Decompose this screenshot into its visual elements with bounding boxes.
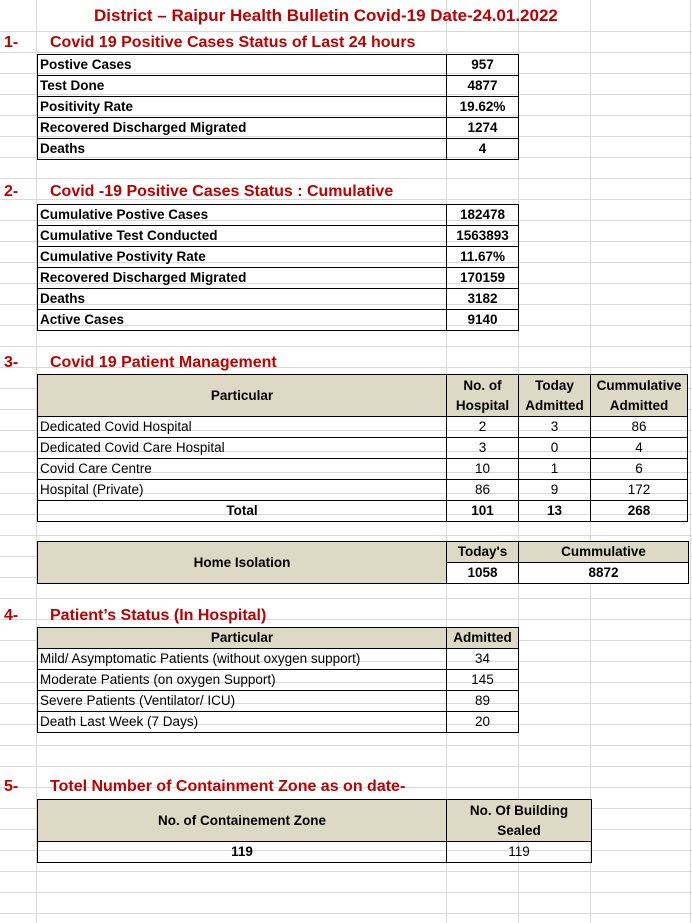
row-today: 1 (519, 459, 591, 480)
row-value: 957 (447, 55, 519, 76)
header-containment-zones: No. of Containement Zone (38, 800, 447, 842)
table-header-row (38, 628, 519, 649)
containment-zones-value: 119 (38, 842, 447, 863)
row-cumm: 86 (591, 417, 688, 438)
section2-number: 2- (4, 183, 19, 200)
row-label: Severe Patients (Ventilator/ ICU) (38, 691, 447, 712)
cummulative-value: 8872 (519, 563, 689, 584)
total-hospitals: 101 (447, 501, 519, 522)
row-cumm: 4 (591, 438, 688, 459)
row-label: Dedicated Covid Hospital (38, 417, 447, 438)
table-row (38, 118, 519, 139)
table-row (38, 268, 519, 289)
header-cummulative: Cummulative (519, 542, 689, 563)
row-hospitals: 2 (447, 417, 519, 438)
table-row (38, 226, 519, 247)
page-title: District – Raipur Health Bulletin Covid-19 Date-24.01.2022 (94, 6, 558, 25)
row-cumm: 172 (591, 480, 688, 501)
last24h-table (37, 54, 519, 160)
row-value: 34 (447, 649, 519, 670)
row-label: Mild/ Asymptomatic Patients (without oxygen support) (38, 649, 447, 670)
row-hospitals: 3 (447, 438, 519, 459)
total-row (38, 501, 688, 522)
row-label: Covid Care Centre (38, 459, 447, 480)
row-label: Cumulative Postivity Rate (38, 247, 447, 268)
table-header-row (38, 375, 688, 417)
table-row (38, 76, 519, 97)
row-label: Hospital (Private) (38, 480, 447, 501)
section4-heading: Patient’s Status (In Hospital) (50, 607, 267, 624)
home-isolation-table (37, 541, 689, 584)
section5-number: 5- (4, 778, 19, 795)
row-label: Deaths (38, 139, 447, 160)
row-value: 11.67% (447, 247, 519, 268)
total-today: 13 (519, 501, 591, 522)
row-label: Recovered Discharged Migrated (38, 118, 447, 139)
row-label: Active Cases (38, 310, 447, 331)
section1-number: 1- (4, 34, 19, 51)
row-value: 3182 (447, 289, 519, 310)
table-row (38, 438, 688, 459)
row-label: Deaths (38, 289, 447, 310)
row-value: 9140 (447, 310, 519, 331)
row-label: Dedicated Covid Care Hospital (38, 438, 447, 459)
building-sealed-value: 119 (447, 842, 592, 863)
header-line: Sealed (497, 822, 541, 838)
row-value: 20 (447, 712, 519, 733)
header-line: Cummulative (596, 377, 682, 393)
patient-management-table (37, 374, 688, 522)
table-row (38, 691, 519, 712)
table-row (38, 139, 519, 160)
header-line: Hospital (455, 397, 510, 413)
row-value: 1563893 (447, 226, 519, 247)
table-row (38, 712, 519, 733)
row-today: 3 (519, 417, 591, 438)
total-cumm: 268 (591, 501, 688, 522)
header-admitted: Admitted (447, 628, 519, 649)
header-particular: Particular (38, 375, 447, 417)
row-hospitals: 86 (447, 480, 519, 501)
table-row (38, 289, 519, 310)
section1-heading: Covid 19 Positive Cases Status of Last 24 hours (50, 34, 416, 51)
row-value: 19.62% (447, 97, 519, 118)
row-value: 182478 (447, 205, 519, 226)
section2-heading: Covid -19 Positive Cases Status : Cumulative (50, 183, 394, 200)
header-building-sealed (447, 800, 592, 842)
table-row (38, 417, 688, 438)
row-today: 9 (519, 480, 591, 501)
header-line: Today (535, 377, 574, 393)
table-row (38, 55, 519, 76)
row-hospitals: 10 (447, 459, 519, 480)
containment-zone-table (37, 799, 592, 863)
row-label: Cumulative Postive Cases (38, 205, 447, 226)
table-row (38, 459, 688, 480)
table-row (38, 480, 688, 501)
header-no-of-hospital (447, 375, 519, 417)
table-row (38, 670, 519, 691)
header-line: No. of (463, 377, 502, 393)
row-label: Cumulative Test Conducted (38, 226, 447, 247)
table-row (38, 842, 592, 863)
row-label: Test Done (38, 76, 447, 97)
row-today: 0 (519, 438, 591, 459)
header-cummulative-admitted (591, 375, 688, 417)
cumulative-table (37, 204, 519, 331)
row-label: Positivity Rate (38, 97, 447, 118)
table-header-row (38, 542, 689, 563)
header-line: Admitted (525, 397, 584, 413)
row-label: Moderate Patients (on oxygen Support) (38, 670, 447, 691)
row-value: 89 (447, 691, 519, 712)
section3-number: 3- (4, 354, 19, 371)
row-value: 4877 (447, 76, 519, 97)
table-header-row (38, 800, 592, 842)
header-todays: Today's (447, 542, 519, 563)
total-label: Total (38, 501, 447, 522)
section5-heading: Totel Number of Containment Zone as on date- (50, 778, 406, 795)
row-label: Postive Cases (38, 55, 447, 76)
section4-number: 4- (4, 607, 19, 624)
table-row (38, 310, 519, 331)
header-particular: Particular (38, 628, 447, 649)
todays-value: 1058 (447, 563, 519, 584)
row-label: Death Last Week (7 Days) (38, 712, 447, 733)
row-value: 145 (447, 670, 519, 691)
row-value: 170159 (447, 268, 519, 289)
header-today-admitted (519, 375, 591, 417)
header-line: No. Of Building (469, 802, 569, 818)
row-label: Recovered Discharged Migrated (38, 268, 447, 289)
table-row (38, 247, 519, 268)
home-isolation-label: Home Isolation (38, 542, 447, 584)
table-row (38, 649, 519, 670)
row-value: 4 (447, 139, 519, 160)
row-cumm: 6 (591, 459, 688, 480)
table-row (38, 97, 519, 118)
table-row (38, 205, 519, 226)
section3-heading: Covid 19 Patient Management (50, 354, 277, 371)
header-line: Admitted (609, 397, 669, 413)
patient-status-table (37, 627, 519, 733)
row-value: 1274 (447, 118, 519, 139)
